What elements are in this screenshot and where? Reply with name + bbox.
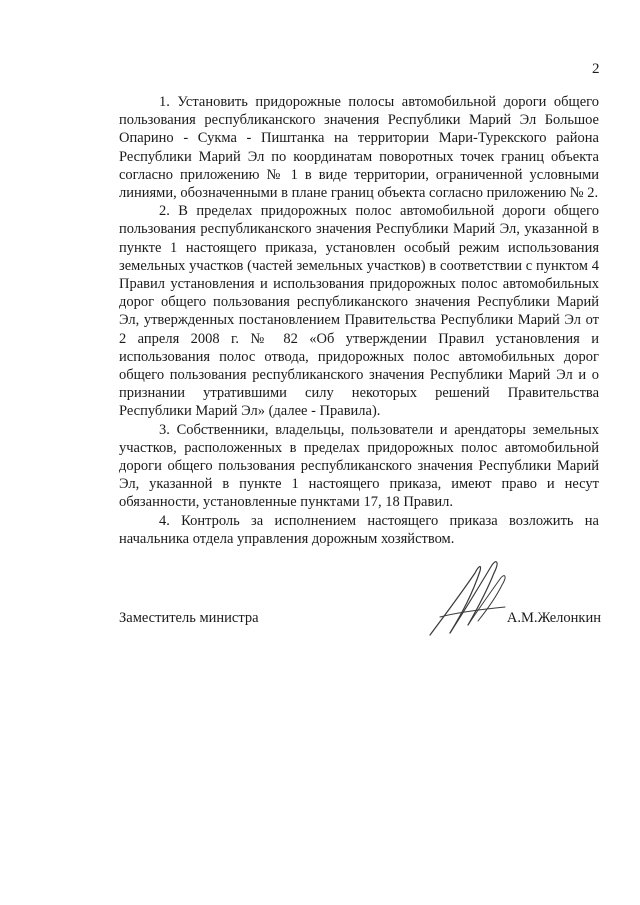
signature-block xyxy=(119,603,601,643)
paragraph-2: 2. В пределах придорожных полос автомобильной дороги общего пользования республиканского значения Республики Марий Эл, указанной в пункте 1 настоящего приказа, установлен особый режим использования земельных участков (частей земельных участков) в соответствии с пунктом 4 Правил установления и использования придорожных полос автомобильных дорог общего пользования республиканского значения Республики Марий Эл, утвержденных постановлением Правительства Республики Марий Эл от 2 апреля 2008 г. № 82 «Об утверждении Правил установления и использования полос отвода, придорожных полос автомобильных дорог общего пользования республиканского значения Республики Марий Эл и о признании утратившими силу некоторых решений Правительства Республики Марий Эл» (далее - Правила). xyxy=(119,203,599,420)
document-body xyxy=(119,93,599,548)
paragraph-4: 4. Контроль за исполнением настоящего приказа возложить на начальника отдела управления дорожным хозяйством. xyxy=(119,512,599,547)
page-number: 2 xyxy=(592,61,600,77)
paragraph-3: 3. Собственники, владельцы, пользователи и арендаторы земельных участков, расположенных в пределах придорожных полос автомобильной дороги общего пользования республиканского значения Республики Марий Эл, указанной в пункте 1 настоящего приказа, имеют право и несут обязанности, установленные пунктами 17, 18 Правил. xyxy=(119,421,599,511)
paragraph-1: 1. Установить придорожные полосы автомобильной дороги общего пользования республиканского значения Республики Марий Эл Большое Опарино - Сукма - Пиштанка на территории Мари-Турекского района Республики Марий Эл по координатам поворотных точек границ объекта согласно приложению № 1 в виде территории, ограниченной условными линиями, обозначенными в плане границ объекта согласно приложению № 2. xyxy=(119,94,599,202)
signatory-name: А.М.Желонкин xyxy=(506,610,601,626)
signatory-title: Заместитель министра xyxy=(119,610,259,626)
